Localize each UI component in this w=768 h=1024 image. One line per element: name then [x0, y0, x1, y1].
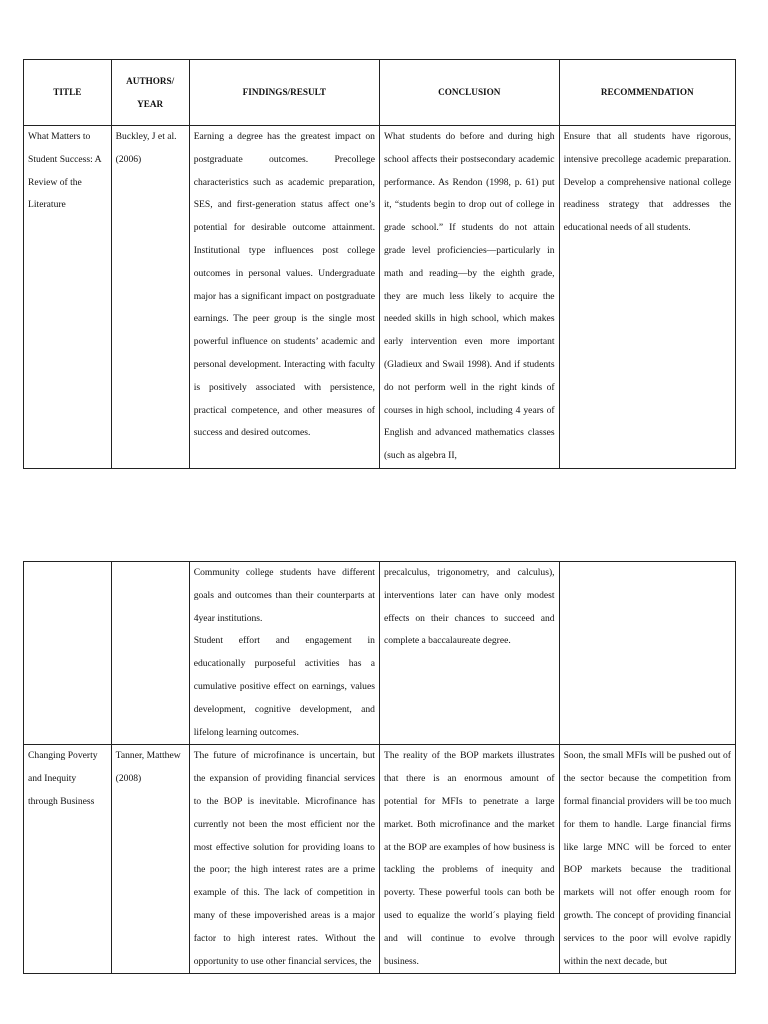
header-conclusion: CONCLUSION [379, 60, 559, 126]
header-findings: FINDINGS/RESULT [189, 60, 379, 126]
literature-table-page-2 [23, 561, 736, 974]
header-recommendation: RECOMMENDATION [559, 60, 735, 126]
cell-conclusion: precalculus, trigonometry, and calculus), interventions later can have only modest effects on their chances to succeed and complete a baccalaureate degree. [379, 562, 559, 745]
cell-authors: Tanner, Matthew (2008) [111, 745, 189, 974]
findings-paragraph: Community college students have different goals and outcomes than their counterparts at 4year institutions. [193, 567, 375, 624]
cell-authors: Buckley, J et al. (2006) [111, 126, 189, 469]
cell-findings: The future of microfinance is uncertain, but the expansion of providing financial services to the BOP is inevitable. Microfinance has currently not been the most efficient nor the most effective solution for providing loans to the poor; the high interest rates are a prime example of this. The lack of competition in many of these impoverished areas is a major factor to high interest rates. Without the opportunity to use other financial services, the [189, 745, 379, 974]
cell-findings: Earning a degree has the greatest impact on postgraduate outcomes. Precollege characteristics such as academic preparation, SES, and first-generation status affect one’s potential for desirable outcome attainment. Institutional type influences post college outcomes in personal values. Undergraduate major has a significant impact on postgraduate earnings. The peer group is the single most powerful influence on students’ academic and personal development. Interacting with faculty is positively associated with persistence, practical competence, and other measures of success and desired outcomes. [189, 126, 379, 469]
table-row [24, 562, 736, 745]
cell-conclusion: The reality of the BOP markets illustrates that there is an enormous amount of potential for MFIs to penetrate a large market. Both microfinance and the market at the BOP are examples of how business is tackling the problems of inequity and poverty. These powerful tools can both be used to equalize the world´s playing field and will continue to evolve through business. [379, 745, 559, 974]
literature-table-page-1 [23, 59, 736, 469]
cell-conclusion: What students do before and during high school affects their postsecondary academic performance. As Rendon (1998, p. 61) put it, “students begin to drop out of college in grade school.” If students do not attain grade level proficiencies—particularly in math and reading—by the eighth grade, they are much less likely to acquire the needed skills in high school, which makes early intervention even more important (Gladieux and Swail 1998). And if students do not perform well in the right kinds of courses in high school, including 4 years of English and advanced mathematics classes (such as algebra II, [379, 126, 559, 469]
cell-recommendation: Ensure that all students have rigorous, intensive precollege academic preparation. Develop a comprehensive national college readiness strategy that addresses the educational needs of all students. [559, 126, 735, 469]
cell-title [24, 562, 112, 745]
header-title: TITLE [24, 60, 112, 126]
header-authors-year: AUTHORS/ YEAR [111, 60, 189, 126]
header-row [24, 60, 736, 126]
cell-title: Changing Poverty and Inequity through Business [24, 745, 112, 974]
findings-paragraph: Student effort and engagement in educationally purposeful activities has a cumulative positive effect on earnings, values development, cognitive development, and lifelong learning outcomes. [193, 635, 375, 738]
table-row [24, 126, 736, 469]
cell-title: What Matters to Student Success: A Review of the Literature [24, 126, 112, 469]
cell-findings [189, 562, 379, 745]
cell-recommendation [559, 562, 735, 745]
cell-recommendation: Soon, the small MFIs will be pushed out of the sector because the competition from formal financial providers will be too much for them to handle. Large financial firms like large MNC will be forced to enter BOP markets because the traditional markets will not offer enough room for growth. The concept of providing financial services to the poor will evolve rapidly within the next decade, but [559, 745, 735, 974]
cell-authors [111, 562, 189, 745]
table-row [24, 745, 736, 974]
